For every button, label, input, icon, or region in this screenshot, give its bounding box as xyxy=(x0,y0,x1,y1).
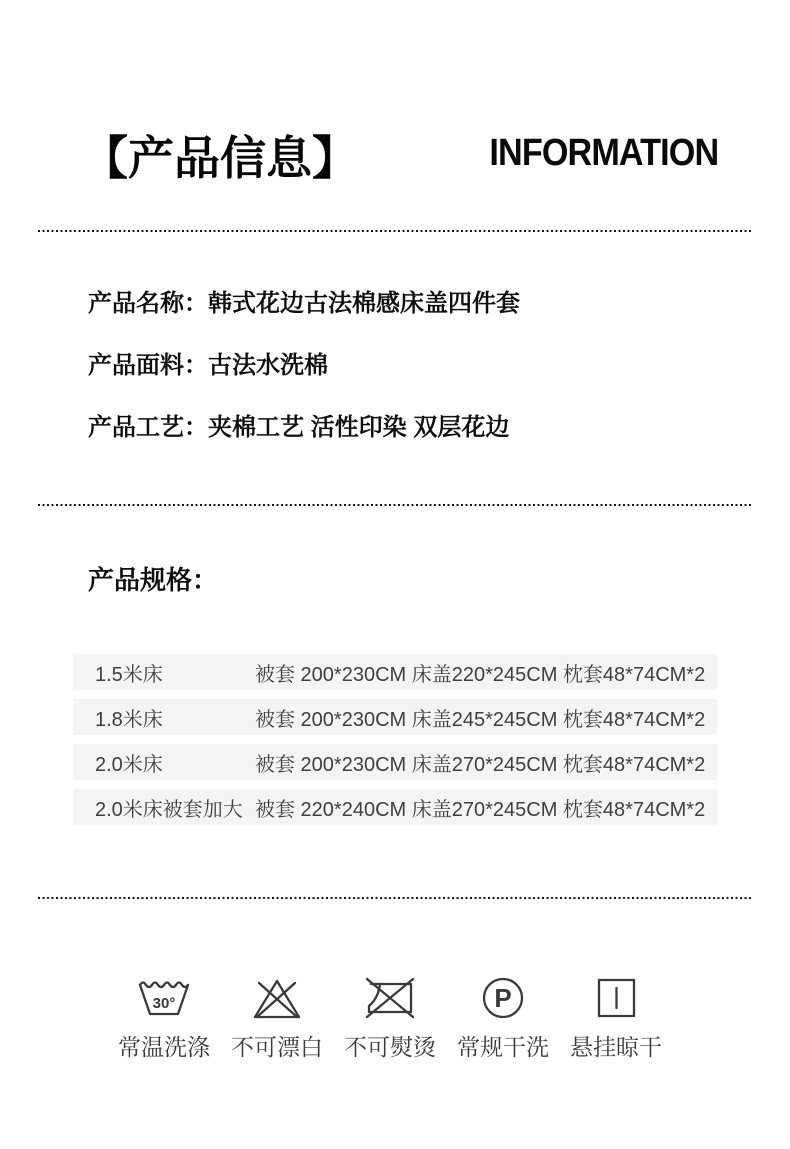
care-instructions xyxy=(110,974,670,1062)
product-name-line xyxy=(88,283,520,318)
care-item-no-bleach xyxy=(223,974,331,1062)
care-item-no-iron xyxy=(336,974,444,1062)
product-craft-value: 夹棉工艺 活性印染 双层花边 xyxy=(208,414,510,441)
no-iron-icon xyxy=(364,974,416,1022)
specs-heading: 产品规格： xyxy=(88,565,219,595)
product-craft-line xyxy=(88,407,509,442)
spec-dimensions: 被套 200*230CM 床盖245*245CM 枕套48*74CM*2 xyxy=(255,708,706,731)
wash-30-icon xyxy=(138,974,190,1022)
dry-clean-p-icon xyxy=(477,974,529,1022)
spec-table xyxy=(73,654,717,834)
spec-row-1.8m xyxy=(73,699,717,735)
product-fabric-label: 产品面料： xyxy=(88,352,208,379)
product-craft-label: 产品工艺： xyxy=(88,414,208,441)
care-label: 常温洗涤 xyxy=(118,1034,210,1060)
spec-dimensions: 被套 200*230CM 床盖220*245CM 枕套48*74CM*2 xyxy=(255,663,706,686)
dotted-divider xyxy=(38,230,752,232)
care-item-hang-dry xyxy=(562,974,670,1062)
spec-dimensions: 被套 200*230CM 床盖270*245CM 枕套48*74CM*2 xyxy=(255,753,706,776)
spec-dimensions: 被套 220*240CM 床盖270*245CM 枕套48*74CM*2 xyxy=(255,798,706,821)
hang-dry-icon xyxy=(590,974,642,1022)
care-item-dry-clean xyxy=(449,974,557,1062)
product-fabric-line xyxy=(88,345,328,380)
care-label: 悬挂晾干 xyxy=(570,1034,662,1060)
care-label: 不可熨烫 xyxy=(344,1034,436,1060)
spec-row-1.5m xyxy=(73,654,717,690)
page-title-en: INFORMATION xyxy=(489,132,718,174)
svg-text:P: P xyxy=(494,983,512,1013)
spec-size: 1.5米床 xyxy=(95,663,163,686)
product-name-value: 韩式花边古法棉感床盖四件套 xyxy=(208,290,520,317)
spec-row-2.0m xyxy=(73,744,717,780)
spec-size: 2.0米床 xyxy=(95,753,163,776)
dotted-divider xyxy=(38,897,752,899)
dotted-divider xyxy=(38,504,752,506)
page-title: 【产品信息】 xyxy=(82,132,358,184)
svg-text:30°: 30° xyxy=(152,995,176,1012)
care-item-wash xyxy=(110,974,218,1062)
spec-row-2.0m-oversize xyxy=(73,789,717,825)
product-name-label: 产品名称： xyxy=(88,290,208,317)
no-bleach-icon xyxy=(251,974,303,1022)
product-fabric-value: 古法水洗棉 xyxy=(208,352,328,379)
spec-size: 1.8米床 xyxy=(95,708,163,731)
care-label: 不可漂白 xyxy=(231,1034,323,1060)
spec-size: 2.0米床被套加大 xyxy=(95,798,243,821)
care-label: 常规干洗 xyxy=(457,1034,549,1060)
